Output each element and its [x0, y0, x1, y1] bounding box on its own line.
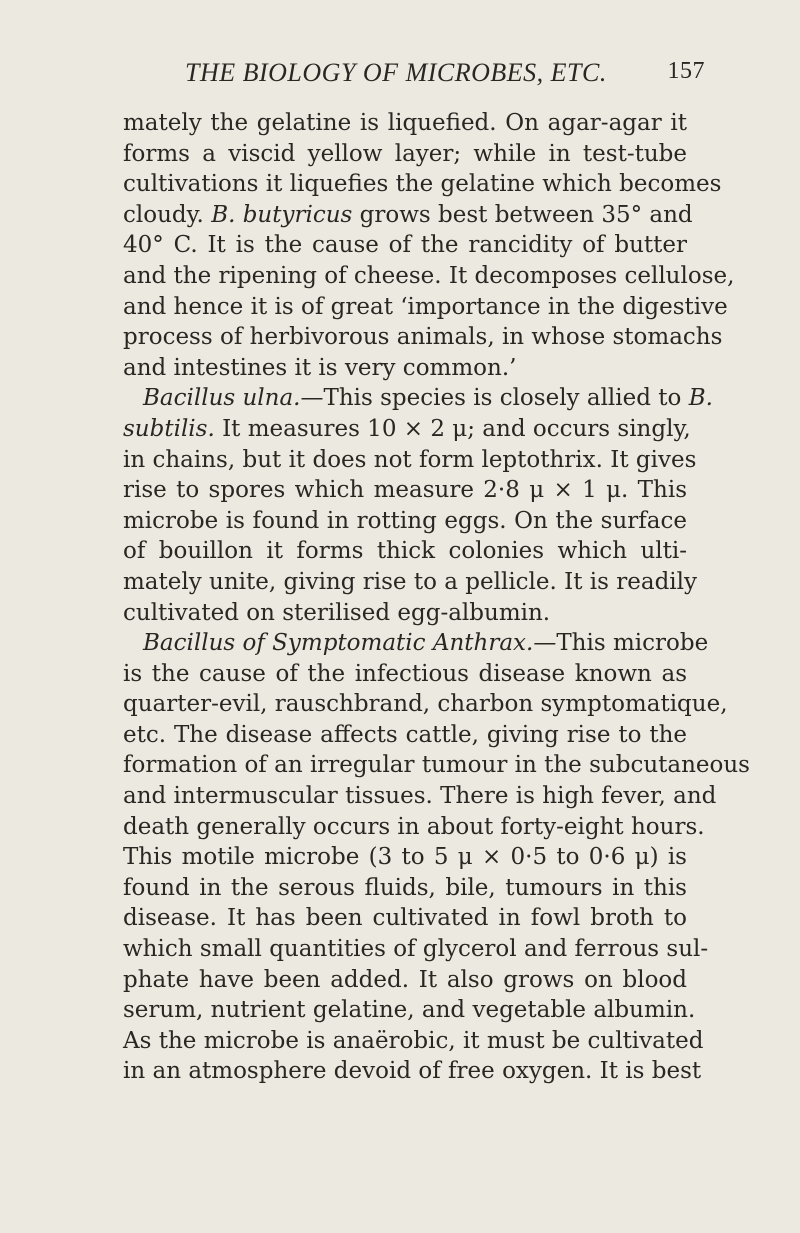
text-line: [123, 261, 735, 292]
text-run: in an atmosphere devoid of free oxygen. It is best: [123, 1058, 702, 1085]
text-run: cultivated on sterilised egg-albumin.: [123, 599, 551, 626]
text-run: phate have been added. It also grows on blood: [123, 966, 687, 993]
text-line: [123, 934, 709, 965]
text-line: [123, 873, 687, 904]
text-run: found in the serous fluids, bile, tumours in this: [123, 874, 687, 901]
text-run: cultivations it liquefies the gelatine which becomes: [123, 171, 722, 198]
text-line: [123, 536, 687, 567]
text-run: process of herbivorous animals, in whose stomachs: [123, 324, 723, 351]
text-run: mately unite, giving rise to a pellicle. It is readily: [123, 568, 698, 595]
text-line: [123, 781, 717, 812]
italic-run: B.: [688, 385, 713, 412]
text-line: [123, 689, 728, 720]
text-line: [123, 506, 687, 537]
running-head-title: THE BIOLOGY OF MICROBES, ETC.: [185, 58, 607, 87]
italic-run: Bacillus ulna.: [143, 385, 301, 412]
text-run: formation of an irregular tumour in the subcutaneous: [123, 752, 750, 779]
body-text: [123, 108, 750, 1087]
text-line: [123, 720, 687, 751]
text-line: [123, 445, 697, 476]
italic-run: Bacillus of Symptomatic Anthrax.: [143, 630, 534, 657]
text-line: [123, 200, 693, 231]
text-run: in chains, but it does not form leptothrix. It gives: [123, 446, 697, 473]
text-run: and hence it is of great ‘importance in the digestive: [123, 293, 728, 320]
text-line: [123, 169, 722, 200]
text-line: [123, 965, 687, 996]
text-run: is the cause of the infectious disease known as: [123, 660, 687, 687]
text-line: [123, 659, 687, 690]
text-run: cloudy.: [123, 201, 212, 228]
text-run: disease. It has been cultivated in fowl broth to: [123, 905, 687, 932]
text-line: [123, 353, 687, 384]
running-head: [185, 58, 705, 92]
text-line: [123, 108, 687, 139]
italic-run: subtilis.: [123, 415, 215, 442]
text-run: rise to spores which measure 2·8 μ × 1 μ. This: [123, 477, 687, 504]
text-line: [123, 1026, 704, 1057]
text-line: [123, 812, 705, 843]
text-line: [123, 383, 713, 414]
text-run: quarter-evil, rauschbrand, charbon symptomatique,: [123, 691, 728, 718]
text-line: [123, 292, 728, 323]
text-run: which small quantities of glycerol and ferrous sul-: [123, 936, 709, 963]
text-run: It measures 10 × 2 μ; and occurs singly,: [214, 415, 691, 442]
text-run: microbe is found in rotting eggs. On the surface: [123, 507, 687, 534]
text-line: [123, 567, 698, 598]
text-run: serum, nutrient gelatine, and vegetable albumin.: [123, 997, 696, 1024]
text-line: [123, 475, 687, 506]
text-line: [123, 322, 723, 353]
text-line: [123, 598, 687, 629]
text-line: [123, 995, 696, 1026]
text-run: forms a viscid yellow layer; while in test-tube: [123, 140, 687, 167]
text-run: and intestines it is very common.’: [123, 354, 517, 381]
text-run: of bouillon it forms thick colonies which ulti-: [123, 538, 687, 565]
text-run: 40° C. It is the cause of the rancidity of butter: [123, 232, 687, 259]
text-line: [123, 1056, 702, 1087]
text-line: [123, 414, 691, 445]
text-line: [123, 842, 687, 873]
text-run: mately the gelatine is liquefied. On agar-agar it: [123, 110, 687, 136]
text-run: —This species is closely allied to: [300, 385, 689, 412]
text-run: —This microbe: [533, 630, 709, 657]
text-line: [123, 230, 687, 261]
text-run: etc. The disease affects cattle, giving rise to the: [123, 721, 687, 748]
text-line: [123, 903, 687, 934]
page-number: 157: [667, 58, 705, 84]
text-run: grows best between 35° and: [352, 201, 693, 228]
text-run: As the microbe is anaërobic, it must be cultivated: [123, 1027, 704, 1054]
text-run: This motile microbe (3 to 5 μ × 0·5 to 0·6 μ) is: [123, 844, 687, 871]
text-run: and the ripening of cheese. It decomposes cellulose,: [123, 262, 735, 289]
text-line: [123, 628, 709, 659]
text-line: [123, 750, 750, 781]
text-run: death generally occurs in about forty-eight hours.: [123, 813, 705, 840]
italic-run: B. butyricus: [211, 201, 353, 228]
text-run: and intermuscular tissues. There is high fever, and: [123, 783, 717, 810]
text-line: [123, 139, 687, 170]
